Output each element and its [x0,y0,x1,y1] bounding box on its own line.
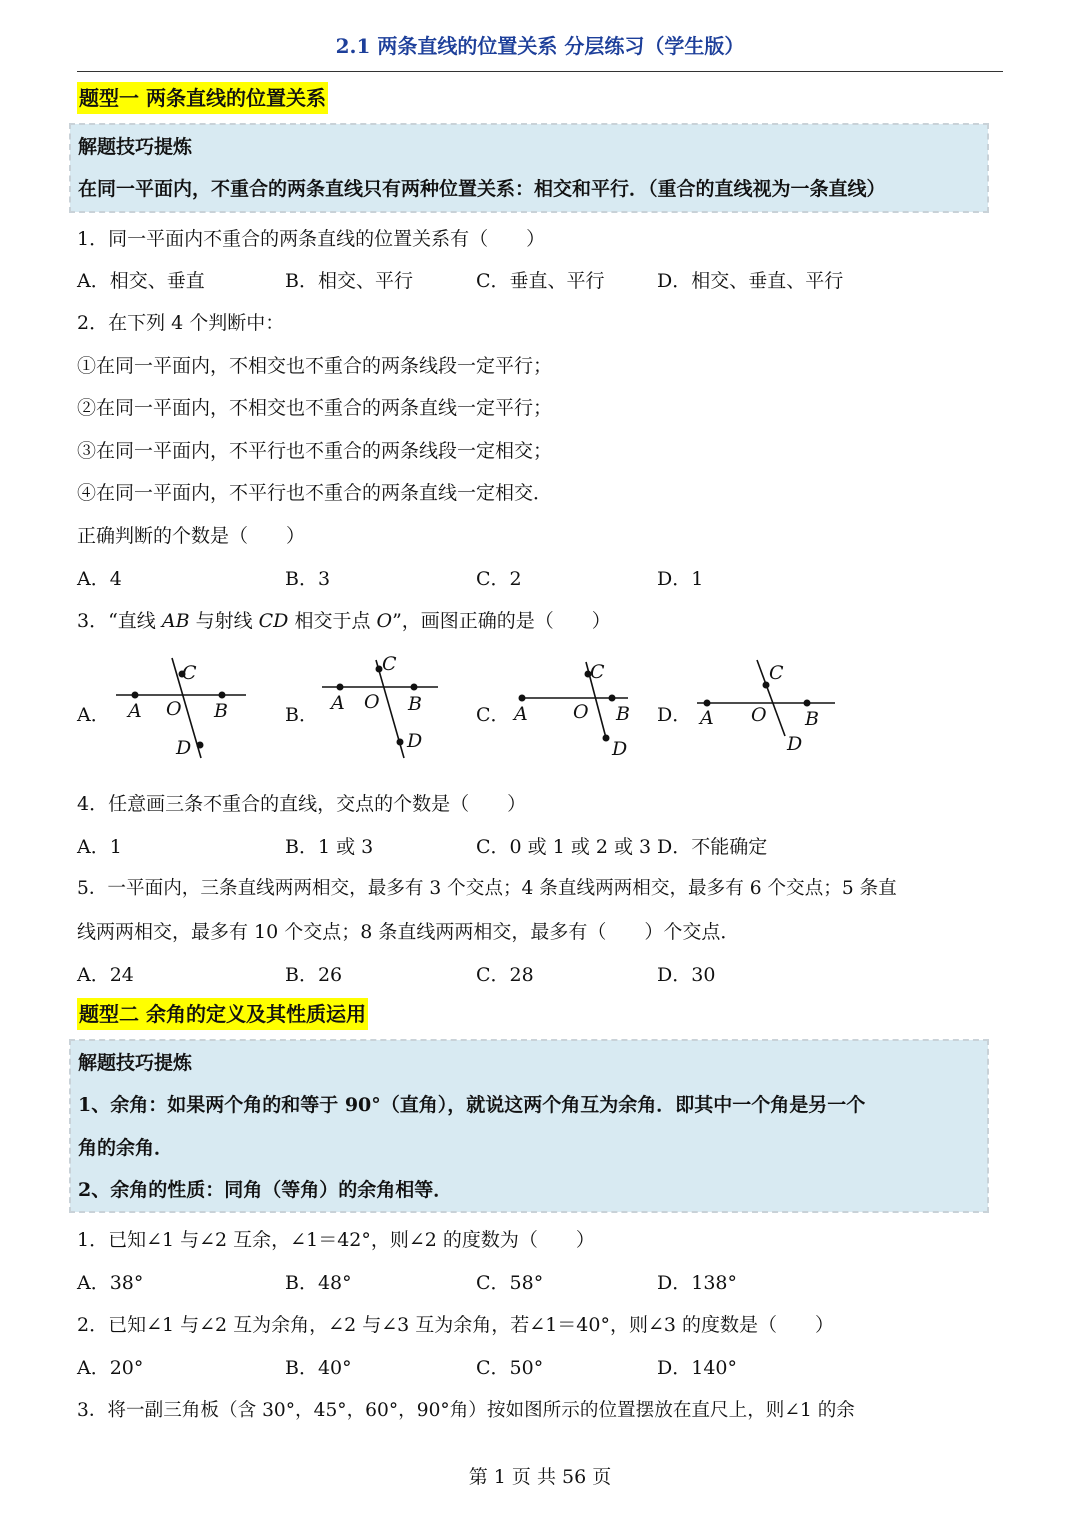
tips-text: 在同一平面内，不重合的两条直线只有两种位置关系：相交和平行．（重合的直线视为一条直线） [78,178,886,200]
tips-title: 解题技巧提炼 [78,136,193,158]
question-stem: 1．同一平面内不重合的两条直线的位置关系有（ ） [77,228,546,250]
option-d: D．30 [657,964,716,986]
option-a: A．4 [77,568,122,590]
tips-title: 解题技巧提炼 [78,1052,193,1074]
statement-item: ④在同一平面内，不平行也不重合的两条直线一定相交． [77,482,553,504]
option-b: B．26 [285,964,343,986]
statement-item: ②在同一平面内，不相交也不重合的两条直线一定平行； [77,397,553,419]
option-d: D．不能确定 [657,836,768,858]
option-a: A．20° [77,1357,144,1379]
option-a: A．38° [77,1272,144,1294]
option-c: C．2 [476,568,522,590]
question-stem: 2．在下列 4 个判断中： [77,312,285,334]
option-c: C．0 或 1 或 2 或 3 [476,836,652,858]
question-stem: 3．将一副三角板（含 30°，45°，60°，90°角）按如图所示的位置摆放在直尺上，则∠1 的余 [77,1400,855,1421]
option-c: C．50° [476,1357,544,1379]
option-d: D．138° [657,1272,737,1294]
option-d: D．1 [657,568,704,590]
question-stem: 1．已知∠1 与∠2 互余，∠1＝42°，则∠2 的度数为（ ） [77,1229,595,1251]
tips-box-1 [70,124,988,212]
option-d: D．140° [657,1357,737,1379]
option-c: C．28 [476,964,534,986]
option-d: D．相交、垂直、平行 [657,270,844,292]
header-divider [77,71,1003,72]
tips-text: 2、余角的性质：同角（等角）的余角相等． [78,1179,453,1201]
tips-text: 1、余角：如果两个角的和等于 90°（直角），就说这两个角互为余角．即其中一个角是另一个 [78,1094,866,1116]
section-heading-1: 题型一 两条直线的位置关系 [77,82,328,114]
option-c: C．垂直、平行 [476,270,605,292]
figure-option-letter: C． [476,704,510,726]
page-title: 2.1 两条直线的位置关系 分层练习（学生版） [335,34,745,58]
question-prompt: 正确判断的个数是（ ） [77,525,306,547]
page-number: 第 1 页 共 56 页 [468,1466,612,1488]
option-a: A．24 [77,964,134,986]
statement-item: ①在同一平面内，不相交也不重合的两条线段一定平行； [77,355,553,377]
figure-b: C A O B D [320,652,440,764]
figure-c: C A O B D [510,652,638,764]
question-stem: 4．任意画三条不重合的直线，交点的个数是（ ） [77,793,527,815]
question-stem: 3．“直线 AB 与射线 CD 相交于点 O”，画图正确的是（ ） [77,610,611,632]
statement-item: ③在同一平面内，不平行也不重合的两条线段一定相交； [77,440,553,462]
option-b: B．3 [285,568,331,590]
option-b: B．40° [285,1357,352,1379]
question-stem: 2．已知∠1 与∠2 互为余角，∠2 与∠3 互为余角，若∠1＝40°，则∠3 的度数是（ ） [77,1314,835,1336]
figure-option-letter: A． [77,704,110,726]
option-c: C．58° [476,1272,544,1294]
question-stem: 5．一平面内，三条直线两两相交，最多有 3 个交点；4 条直线两两相交，最多有 6 个交点；5 条直 [77,878,897,899]
section-heading-2: 题型二 余角的定义及其性质运用 [77,998,368,1030]
option-b: B．相交、平行 [285,270,413,292]
figure-d: C A O B D [695,652,837,764]
option-a: A．1 [77,836,122,858]
option-b: B．1 或 3 [285,836,374,858]
tips-text: 角的余角． [78,1137,174,1159]
tips-box-2 [70,1040,988,1212]
figure-option-letter: D． [657,704,692,726]
question-stem-continued: 线两两相交，最多有 10 个交点；8 条直线两两相交，最多有（ ）个交点． [77,921,740,943]
option-b: B．48° [285,1272,352,1294]
option-a: A．相交、垂直 [77,270,205,292]
figure-a: C A O B D [112,652,248,764]
figure-option-letter: B． [285,704,318,726]
